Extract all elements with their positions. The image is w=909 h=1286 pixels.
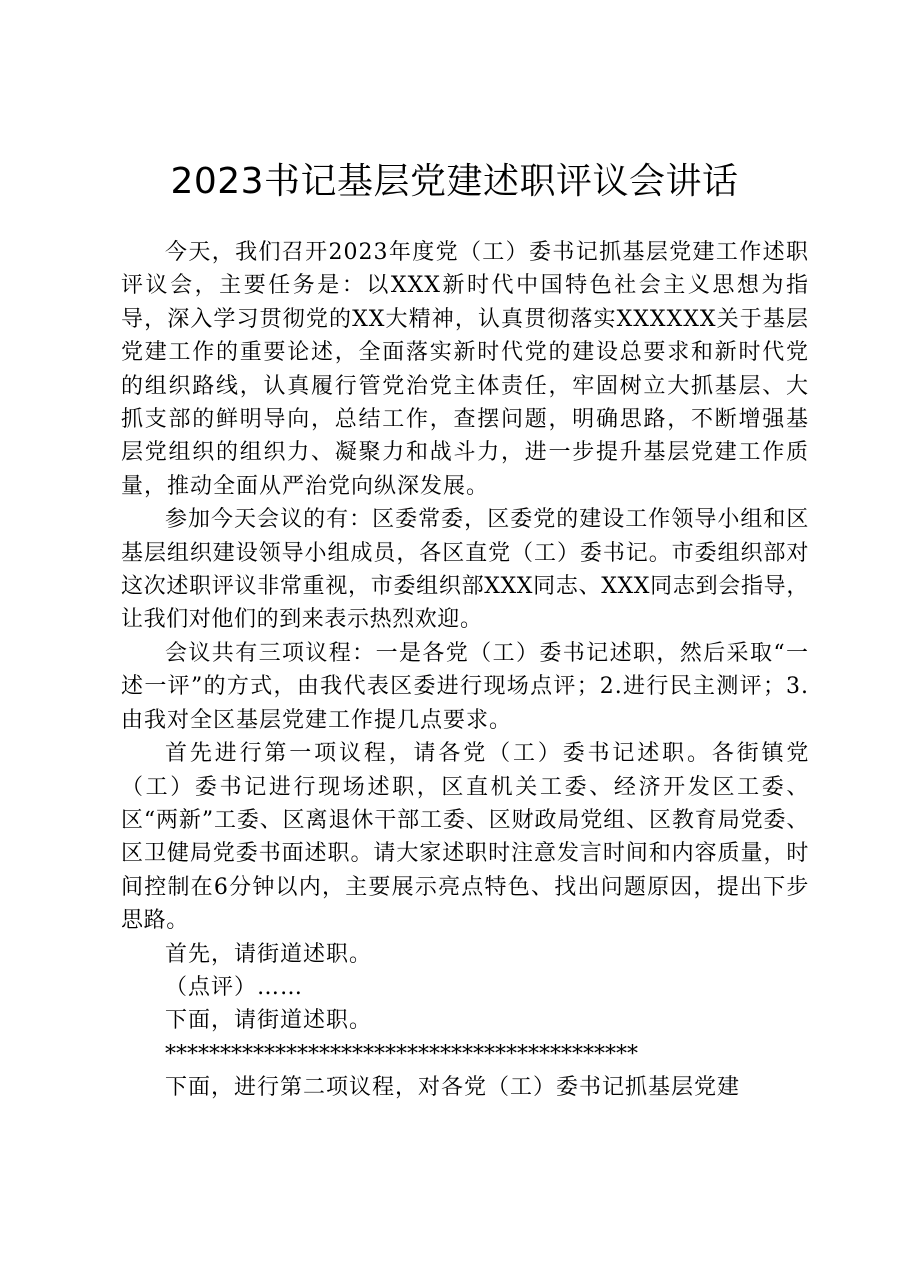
paragraph-street-report: 首先，请街道述职。 [165, 941, 373, 967]
paragraph-comment: （点评）…… [165, 974, 304, 1000]
paragraph-opening: 今天，我们召开2023年度党（工）委书记抓基层党建工作述职评议会，主要任务是：以XXX新时代中国特色社会主义思想为指导，深入学习贯彻党的XX大精神，认真贯彻落实XXXXXX关于基层党建工作的重要论述，全面落实新时代党的建设总要求和新时代党的组织路线，认真履行管党治党主体责任，牢固树立大抓基层、大抓支部的鲜明导向，总结工作，查摆问题，明确思路，不断增强基层党组织的组织力、凝聚力和战斗力，进一步提升基层党建工作质量，推动全面从严治党向纵深发展。 [121, 240, 809, 499]
paragraph-first-item: 首先进行第一项议程，请各党（工）委书记述职。各街镇党（工）委书记进行现场述职，区直机关工委、经济开发区工委、区“两新”工委、区离退休干部工委、区财政局党组、区教育局党委、区卫健局党委书面述职。请大家述职时注意发言时间和内容质量，时间控制在6分钟以内，主要展示亮点特色、找出问题原因，提出下步思路。 [121, 741, 809, 934]
document-body [121, 236, 809, 1105]
paragraph-attendees: 参加今天会议的有：区委常委，区委党的建设工作领导小组和区基层组织建设领导小组成员，各区直党（工）委书记。市委组织部对这次述职评议非常重视，市委组织部XXX同志、XXX同志到会指导，让我们对他们的到来表示热烈欢迎。 [121, 507, 809, 633]
document-title: 2023书记基层党建述职评议会讲话 [170, 161, 739, 202]
paragraph-agenda: 会议共有三项议程：一是各党（工）委书记述职，然后采取“一述一评”的方式，由我代表区委进行现场点评；2.进行民主测评；3.由我对全区基层党建工作提几点要求。 [121, 640, 809, 733]
paragraph-next-report: 下面，请街道述职。 [165, 1008, 373, 1034]
paragraph-second-item: 下面，进行第二项议程，对各党（工）委书记抓基层党建 [165, 1075, 741, 1101]
separator-line: ******************************************* [165, 1041, 638, 1067]
